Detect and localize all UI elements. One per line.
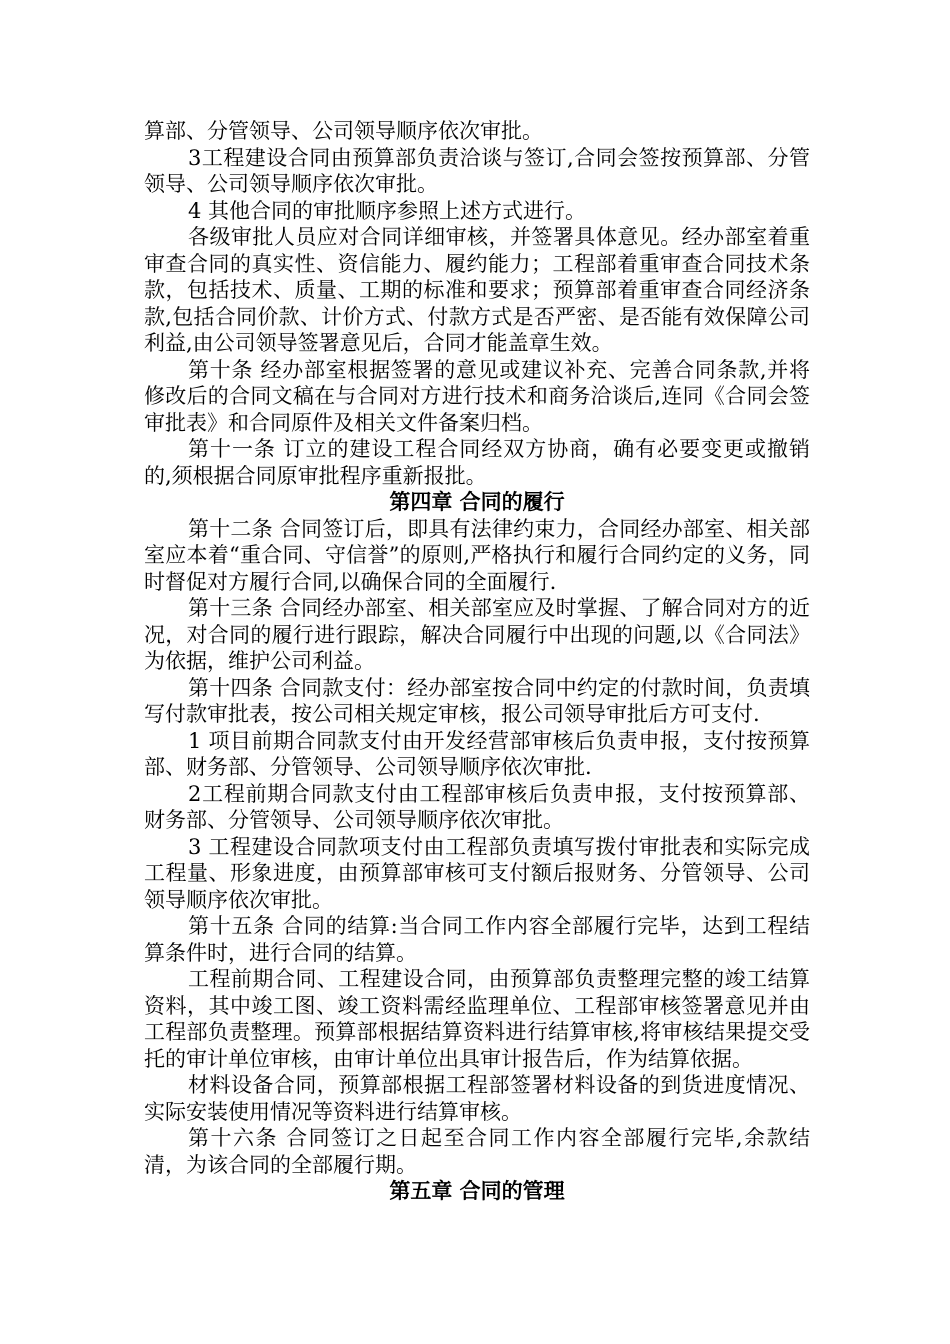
- paragraph: 各级审批人员应对合同详细审核，并签署具体意见。经办部室着重审查合同的真实性、资信能力、履约能力；工程部着重审查合同技术条款，包括技术、质量、工期的标准和要求；预算部着重审查合同经济条款,包括合同价款、计价方式、付款方式是否严密、是否能有效保障公司利益,由公司领导签署意见后，合同才能盖章生效。: [144, 225, 810, 355]
- paragraph: 材料设备合同，预算部根据工程部签署材料设备的到货进度情况、实际安装使用情况等资料进行结算审核。: [144, 1073, 810, 1124]
- paragraph: 第十二条 合同签订后，即具有法律约束力，合同经办部室、相关部室应本着“重合同、守信誉”的原则,严格执行和履行合同约定的义务，同时督促对方履行合同,以确保合同的全面履行.: [144, 516, 810, 594]
- chapter-heading: 第四章 合同的履行: [389, 489, 565, 514]
- paragraph: 工程前期合同、工程建设合同，由预算部负责整理完整的竣工结算资料，其中竣工图、竣工资料需经监理单位、工程部审核签署意见并由工程部负责整理。预算部根据结算资料进行结算审核,将审核结果提交受托的审计单位审核，由审计单位出具审计报告后，作为结算依据。: [144, 967, 810, 1071]
- document-page: [144, 118, 810, 1205]
- paragraph: 算部、分管领导、公司领导顺序依次审批。: [144, 119, 543, 143]
- paragraph: 3工程建设合同由预算部负责洽谈与签订,合同会签按预算部、分管领导、公司领导顺序依次审批。: [144, 145, 810, 196]
- paragraph: 4 其他合同的审批顺序参照上述方式进行。: [188, 198, 587, 223]
- paragraph: 1 项目前期合同款支付由开发经营部审核后负责申报，支付按预算部、财务部、分管领导、公司领导顺序依次审批.: [144, 728, 810, 779]
- paragraph: 第十六条 合同签订之日起至合同工作内容全部履行完毕,余款结清，为该合同的全部履行期。: [144, 1126, 810, 1177]
- paragraph: 3 工程建设合同款项支付由工程部负责填写拨付审批表和实际完成工程量、形象进度，由预算部审核可支付额后报财务、分管领导、公司领导顺序依次审批。: [144, 834, 810, 912]
- paragraph: 2工程前期合同款支付由工程部审核后负责申报，支付按预算部、财务部、分管领导、公司领导顺序依次审批。: [144, 781, 810, 832]
- paragraph: 第十一条 订立的建设工程合同经双方协商，确有必要变更或撤销的,须根据合同原审批程序重新报批。: [144, 437, 810, 488]
- paragraph: 第十五条 合同的结算:当合同工作内容全部履行完毕，达到工程结算条件时，进行合同的结算。: [144, 914, 810, 965]
- chapter-heading: 第五章 合同的管理: [389, 1178, 565, 1203]
- paragraph: 第十三条 合同经办部室、相关部室应及时掌握、了解合同对方的近况，对合同的履行进行跟踪，解决合同履行中出现的问题,以《合同法》为依据，维护公司利益。: [144, 596, 810, 673]
- paragraph: 第十条 经办部室根据签署的意见或建议补充、完善合同条款,并将修改后的合同文稿在与合同对方进行技术和商务洽谈后,连同《合同会签审批表》和合同原件及相关文件备案归档。: [144, 357, 810, 435]
- paragraph: 第十四条 合同款支付：经办部室按合同中约定的付款时间，负责填写付款审批表，按公司相关规定审核，报公司领导审批后方可支付.: [144, 675, 810, 726]
